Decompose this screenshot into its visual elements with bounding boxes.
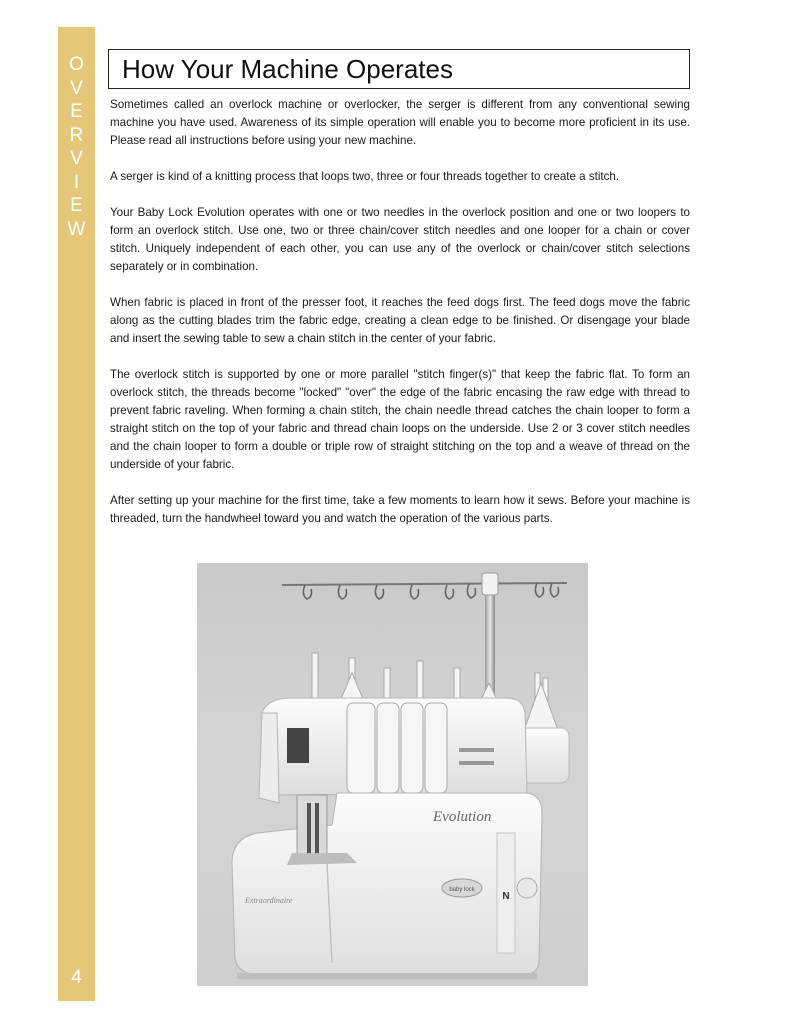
section-letter: E — [70, 195, 83, 216]
badge-logo: baby lock — [449, 887, 475, 893]
thread-cutter — [287, 728, 309, 763]
paragraph: The overlock stitch is supported by one or more parallel "stitch finger(s)" that keep the fabric flat. To form an overlock stitch, the threads become "locked" "over" the edge of the fabric encasing the raw edge with thread to prevent fabric raveling. When forming a chain stitch, the chain needle thread catches the chain looper to form a straight stitch on the top of your fabric and thread chain loops on the underside. Use 2 or 3 cover stitch needles and the chain looper to form a double or triple row of straight stitching on the top and a weave of thread on the underside of your fabric. — [110, 368, 690, 471]
paragraph: Sometimes called an overlock machine or overlocker, the serger is different from any conventional sewing machine you have used. Awareness of its simple operation will enable you to become more proficient in its use. Please read all instructions before using your new machine. — [110, 98, 690, 147]
page-title: How Your Machine Operates — [122, 53, 453, 84]
serger-machine-photo — [197, 563, 588, 986]
section-letter: V — [70, 77, 83, 99]
front-script: Extraordinaire — [245, 896, 293, 905]
section-label-vertical — [58, 53, 95, 241]
section-letter: R — [69, 124, 84, 146]
body-text — [110, 96, 690, 546]
section-letter: W — [67, 218, 86, 240]
section-letter: V — [70, 148, 83, 169]
section-letter: O — [69, 54, 84, 75]
page-number: 4 — [71, 967, 82, 988]
title-box — [108, 49, 690, 89]
tension-dials — [347, 703, 447, 793]
paragraph: When fabric is placed in front of the presser foot, it reaches the feed dogs first. The feed dogs move the fabric along as the cutting blades trim the fabric edge, creating a clean edge to be finished. Or disengage your blade and insert the sewing table to sew a chain stitch in the center of your fabric. — [110, 296, 690, 345]
paragraph: Your Baby Lock Evolution operates with one or two needles in the overlock position and one or two loopers to form an overlock stitch. Use one, two or three chain/cover stitch needles and one looper for a chain or cover stitch. Uniquely independent of each other, you can use any of the overlock or chain/cover stitch selections separately or in combination. — [110, 206, 690, 273]
paragraph: A serger is kind of a knitting process that loops two, three or four threads together to create a stitch. — [110, 170, 620, 183]
section-letter: I — [73, 171, 80, 193]
section-tab — [58, 27, 95, 1001]
section-letter: E — [70, 101, 83, 122]
paragraph: After setting up your machine for the first time, take a few moments to learn how it sews. Before your machine is threaded, turn the handwheel toward you and watch the operation of the various parts. — [110, 494, 690, 525]
brand-logo: Evolution — [433, 809, 492, 825]
dial-label: N — [502, 891, 510, 902]
